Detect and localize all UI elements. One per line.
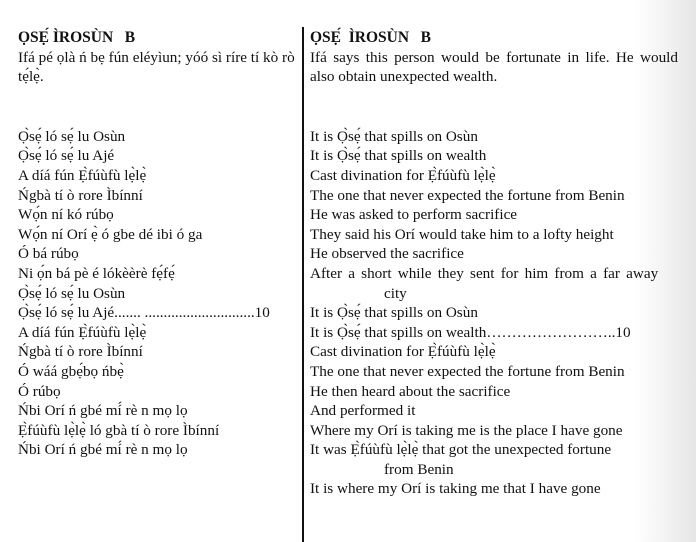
- verse-line: The one that never expected the fortune from Benin: [310, 362, 625, 380]
- verse-line-numbered: It is Ọ̀sẹ́ that spills on wealth……………………..10: [310, 323, 631, 341]
- verse-line: Ẹ̀fúùfù lẹ̀lẹ̀ ló gbà tí ò rore Ìbínní: [18, 421, 220, 439]
- verse-line: They said his Orí would take him to a lofty height: [310, 225, 614, 243]
- verse-line: Ó rúbọ: [18, 382, 61, 400]
- verse-line: Ọ̀sẹ́ ló sẹ́ lu Ajé: [18, 147, 115, 165]
- verse-line: He observed the sacrifice: [310, 245, 464, 263]
- verse-line: Cast divination for Ẹ̀fúùfù lẹ̀lẹ̀: [310, 166, 496, 184]
- verse-line: Cast divination for Ẹ̀fúùfù lẹ̀lẹ̀: [310, 343, 496, 361]
- verse-line: Wọ́n ní kó rúbọ: [18, 206, 114, 224]
- verse-line: It was Ẹ̀fúùfù lẹ̀lẹ̀ that got the unexpected fortune: [310, 441, 612, 459]
- verse-line: Ọ̀sẹ́ ló sẹ́ lu Osùn: [18, 284, 126, 302]
- verse-line: Ńbi Orí ń gbé mí́ rè n mọ lọ: [18, 441, 188, 459]
- verse-line-continuation: city: [384, 284, 407, 302]
- verse-line: It is Ọ̀sẹ́ that spills on wealth: [310, 147, 487, 165]
- verse-line: A díá fún Ẹ̀fúùfù lẹ̀lẹ̀: [18, 323, 147, 341]
- verse-line: A díá fún Ẹ̀fúùfù lẹ̀lẹ̀: [18, 166, 147, 184]
- english-heading: ỌSẸ́ ÌROSÙN B: [310, 29, 432, 46]
- verse-line: Ọ̀sẹ́ ló sẹ́ lu Osùn: [18, 127, 126, 145]
- verse-line: Ńbi Orí ń gbé mí́ rè n mọ lọ: [18, 402, 188, 420]
- yoruba-heading: ỌSẸ́ ÌROSÙN B: [18, 29, 136, 46]
- verse-line: It is where my Orí is taking me that I have gone: [310, 480, 601, 498]
- english-summary: Ifá says this person would be fortunate in life. He would also obtain unexpected wealth.: [310, 48, 678, 86]
- verse-line: Ó bá rúbọ: [18, 245, 79, 263]
- verse-line: Ni ọ́n bá pè é lókèèrè fẹ́fẹ́: [18, 264, 175, 282]
- verse-line: Wọ́n ní Orí ẹ̀ ó gbe dé ibi ó ga: [18, 225, 203, 243]
- column-divider: [302, 27, 304, 542]
- verse-line: Where my Orí is taking me is the place I have gone: [310, 421, 623, 439]
- yoruba-column: [18, 28, 296, 460]
- verse-line-continuation: from Benin: [384, 460, 454, 478]
- yoruba-summary: Ifá pé ọlà ń bẹ fún eléyìun; yóó sì ríre tí kò rò tẹ́lẹ̀.: [18, 48, 295, 86]
- yoruba-verses: [18, 127, 296, 460]
- english-verses: [310, 127, 678, 499]
- verse-line: Ó wáá gbẹ́bọ ńbẹ̀: [18, 362, 124, 380]
- verse-line: He then heard about the sacrifice: [310, 382, 511, 400]
- verse-line: It is Ọ̀sẹ́ that spills on Osùn: [310, 304, 478, 322]
- verse-line-numbered: Ọ̀sẹ́ ló sẹ́ lu Ajé....... .............................10: [18, 304, 270, 322]
- verse-line: Ńgbà tí ò rore Ìbínní: [18, 186, 143, 204]
- verse-line: After a short while they sent for him from a far away: [310, 264, 659, 282]
- verse-line: Ńgbà tí ò rore Ìbínní: [18, 343, 143, 361]
- english-column: [310, 28, 678, 499]
- verse-line: And performed it: [310, 402, 416, 420]
- verse-line: He was asked to perform sacrifice: [310, 206, 518, 224]
- verse-line: It is Ọ̀sẹ́ that spills on Osùn: [310, 127, 478, 145]
- verse-line: The one that never expected the fortune from Benin: [310, 186, 625, 204]
